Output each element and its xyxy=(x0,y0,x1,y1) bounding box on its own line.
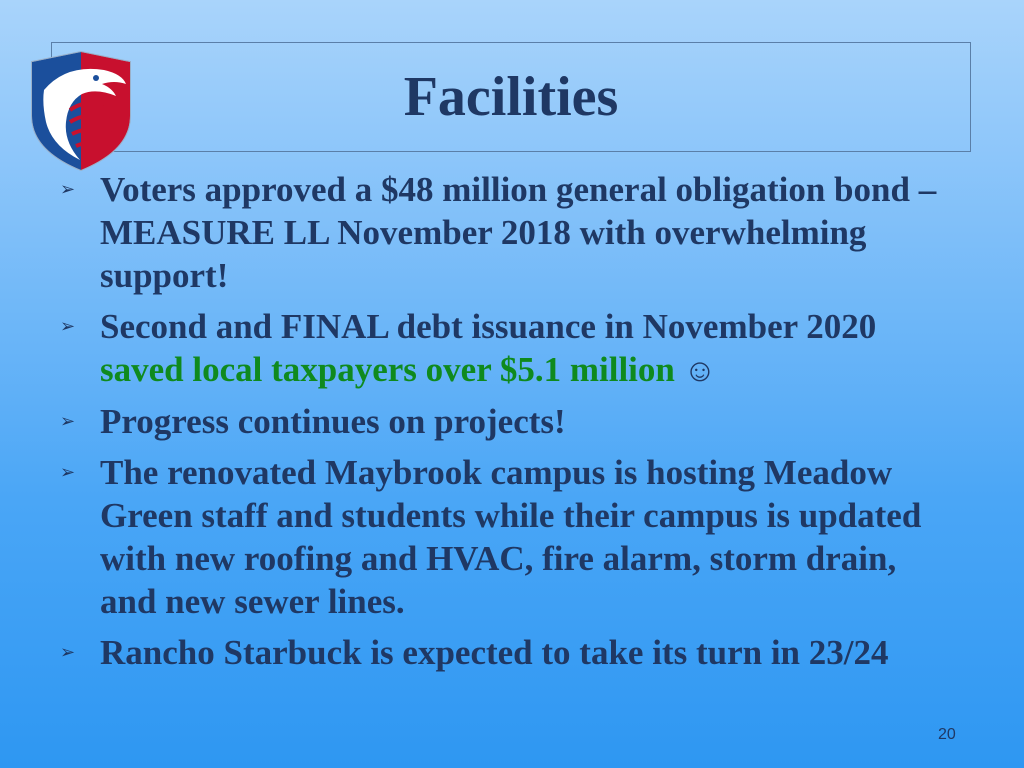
bullet-item xyxy=(60,631,960,674)
bullet-item xyxy=(60,168,960,297)
bullet-text: Progress continues on projects! xyxy=(100,402,566,441)
bullet-item xyxy=(60,451,960,623)
arrow-bullet-icon: ➢ xyxy=(60,179,76,199)
arrow-bullet-icon: ➢ xyxy=(60,642,76,662)
bullet-text: Rancho Starbuck is expected to take its turn in 23/24 xyxy=(100,633,889,672)
bullet-text: Voters approved a $48 million general obligation bond – MEASURE LL November 2018 with overwhelming support! xyxy=(100,170,937,295)
arrow-bullet-icon: ➢ xyxy=(60,411,76,431)
bullet-item xyxy=(60,400,960,443)
bullet-list xyxy=(60,168,960,682)
arrow-bullet-icon: ➢ xyxy=(60,316,76,336)
eagle-shield-logo xyxy=(26,50,136,172)
smiley-icon: ☺ xyxy=(683,352,717,388)
bullet-text: Second and FINAL debt issuance in November 2020 xyxy=(100,307,877,346)
page-number: 20 xyxy=(938,726,956,743)
arrow-bullet-icon: ➢ xyxy=(60,462,76,482)
savings-highlight: saved local taxpayers over $5.1 million xyxy=(100,350,675,389)
bullet-text: The renovated Maybrook campus is hosting Meadow Green staff and students while their campus is updated with new roofing and HVAC, fire alarm, storm drain, and new sewer lines. xyxy=(100,453,922,621)
title-box xyxy=(51,42,971,152)
bullet-item xyxy=(60,305,960,392)
slide-title: Facilities xyxy=(403,66,619,128)
